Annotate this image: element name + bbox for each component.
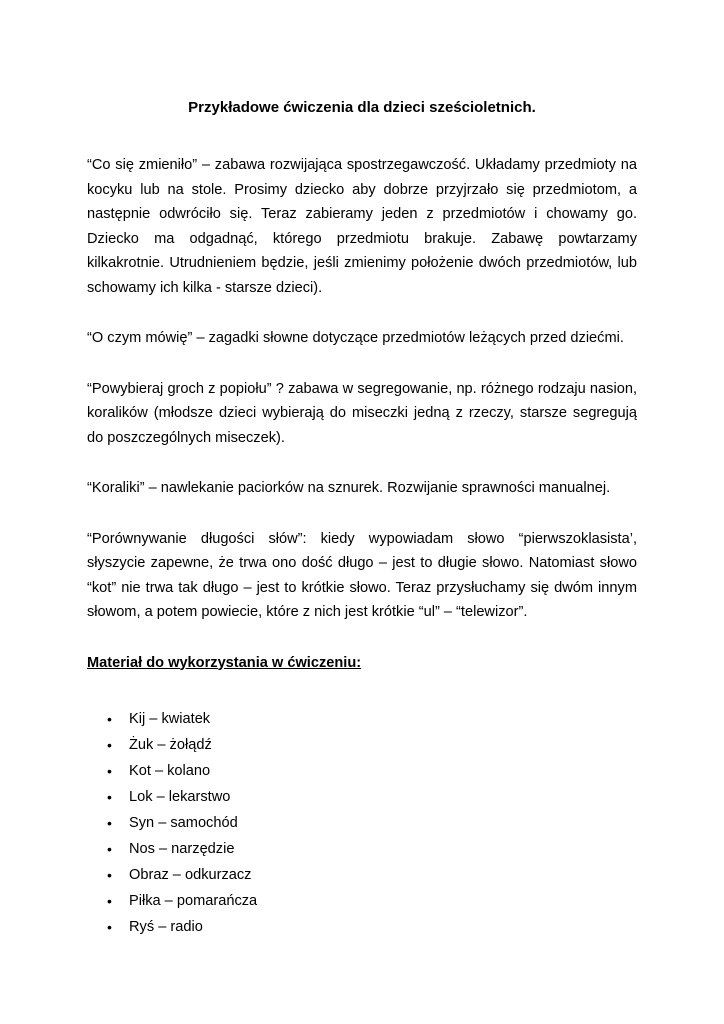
list-item <box>87 732 637 758</box>
list-item <box>87 836 637 862</box>
page-title: Przykładowe ćwiczenia dla dzieci sześcioletnich. <box>188 99 536 116</box>
list-item <box>87 862 637 888</box>
bullet-icon: • <box>107 866 112 883</box>
list-item-label: Ryś – radio <box>129 918 203 935</box>
list-item-label: Żuk – żołądź <box>129 736 212 753</box>
bullet-icon: • <box>107 710 112 727</box>
paragraph-powybieraj-groch: “Powybieraj groch z popiołu” ? zabawa w segregowanie, np. różnego rodzaju nasion, koralików (młodsze dzieci wybierają do miseczki jedną z rzeczy, starsze segregują do poszczególnych miseczek). <box>87 380 637 446</box>
bullet-icon: • <box>107 762 112 779</box>
bullet-icon: • <box>107 814 112 831</box>
paragraph-porownywanie-dlugosci: “Porównywanie długości słów”: kiedy wypowiadam słowo “pierwszoklasista’, słyszycie zapewne, że trwa ono dość długo – jest to długie słowo. Natomiast słowo “kot” nie trwa tak długo – jest to krótkie słowo. Teraz przysłuchamy się dwóm innym słowom, a potem powiecie, które z nich jest krótkie “ul” – “telewizor”. <box>87 530 637 620</box>
paragraph-co-sie-zmienilo: “Co się zmieniło” – zabawa rozwijająca spostrzegawczość. Układamy przedmioty na kocyku lub na stole. Prosimy dziecko aby dobrze przyjrzało się przedmiotom, a następnie odwróciło się. Teraz zabieramy jeden z przedmiotów i chowamy go. Dziecko ma odgadnąć, którego przedmiotu brakuje. Zabawę powtarzamy kilkakrotnie. Utrudnieniem będzie, jeśli zmienimy położenie dwóch przedmiotów, lub schowamy ich kilka - starsze dzieci). <box>87 157 637 296</box>
list-item <box>87 888 637 914</box>
list-item <box>87 784 637 810</box>
list-item-label: Kot – kolano <box>129 762 211 779</box>
material-heading: Materiał do wykorzystania w ćwiczeniu: <box>87 654 362 671</box>
bullet-icon: • <box>107 788 112 805</box>
list-item-label: Syn – samochód <box>129 814 238 831</box>
list-item <box>87 810 637 836</box>
list-item <box>87 914 637 940</box>
document-page <box>87 96 637 940</box>
bullet-icon: • <box>107 736 112 753</box>
list-item <box>87 758 637 784</box>
bullet-icon: • <box>107 892 112 909</box>
list-item-label: Obraz – odkurzacz <box>129 866 252 883</box>
list-item-label: Lok – lekarstwo <box>129 788 231 805</box>
material-list <box>87 706 637 940</box>
bullet-icon: • <box>107 840 112 857</box>
list-item <box>87 706 637 732</box>
paragraph-o-czym-mowie: “O czym mówię” – zagadki słowne dotyczące przedmiotów leżących przed dziećmi. <box>87 330 624 346</box>
list-item-label: Nos – narzędzie <box>129 840 235 857</box>
list-item-label: Kij – kwiatek <box>129 710 211 727</box>
paragraph-koraliki: “Koraliki” – nawlekanie paciorków na sznurek. Rozwijanie sprawności manualnej. <box>87 480 611 496</box>
bullet-icon: • <box>107 918 112 935</box>
list-item-label: Piłka – pomarańcza <box>129 892 258 909</box>
